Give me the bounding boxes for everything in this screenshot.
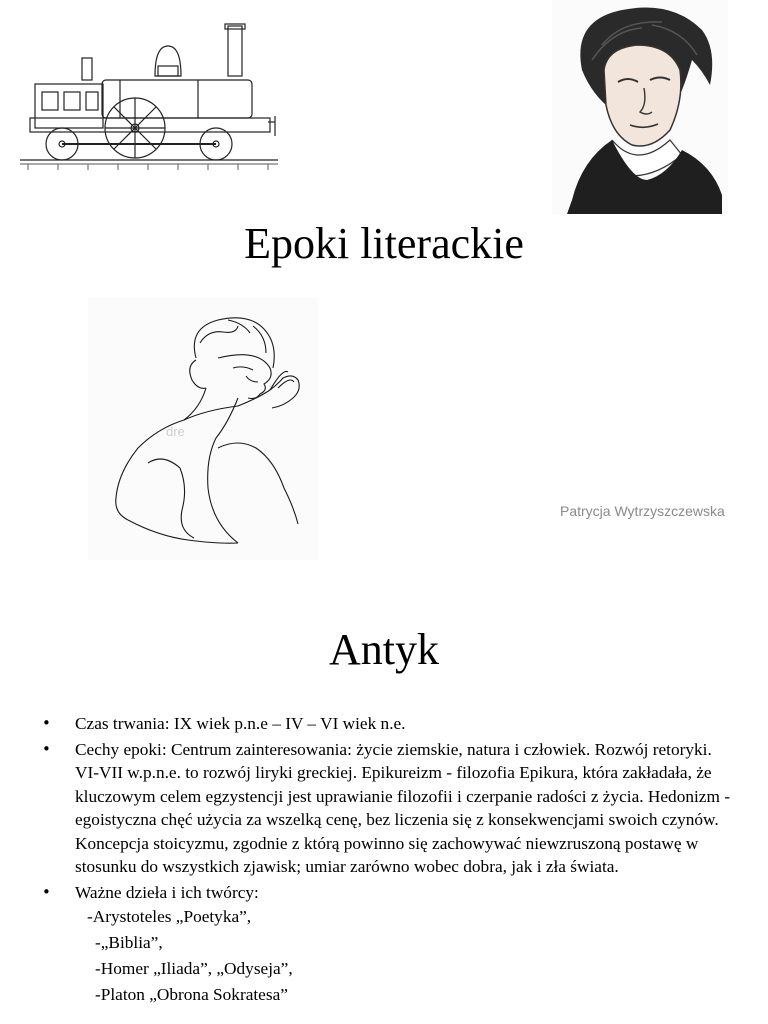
bullet-features: • Cechy epoki: Centrum zainteresowania: życie ziemskie, natura i człowiek. Rozwój retoryki. VI-VII w.p.n.e. to rozwój liryki greckiej. Epikureizm - filozofia Epikura, która zakładała, że kluczowym celem egzystencji jest uprawianie filozofii i czerpanie radości z życia. Hedonizm - egoistyczna chęć użycia za wszelką cenę, bez liczenia się z konsekwencjami swoich czynów. Koncepcja stoicyzmu, zgodnie z którą powinno się zachowywać niewzruszoną postawę w stosunku do wszystkich zjawisk; umiar zarówno wobec dobra, jak i zła świata.	[40, 738, 730, 879]
watermark-text: dre	[166, 424, 185, 439]
steam-locomotive-image	[20, 18, 278, 178]
works-list	[75, 904, 730, 1008]
bullet-works-heading	[40, 881, 730, 1009]
work-item: -Arystoteles „Poetyka”,	[87, 907, 252, 926]
work-item: -Platon „Obrona Sokratesa”	[95, 985, 288, 1004]
works-heading-text: Ważne dzieła i ich twórcy:	[75, 882, 259, 902]
statue-line-drawing-image	[88, 298, 318, 560]
poet-portrait-image	[552, 0, 728, 214]
author-name: Patrycja Wytrzyszczewska	[560, 503, 725, 519]
slide-title: Antyk	[329, 625, 439, 674]
bullet-list	[40, 712, 730, 1010]
bullet-duration: • Czas trwania: IX wiek p.n.e – IV – VI wiek n.e.	[40, 712, 730, 736]
work-item: -„Biblia”,	[95, 933, 163, 952]
presentation-title: Epoki literackie	[244, 219, 524, 268]
work-item: -Homer „Iliada”, „Odyseja”,	[95, 959, 293, 978]
antyk-slide	[0, 580, 768, 1024]
